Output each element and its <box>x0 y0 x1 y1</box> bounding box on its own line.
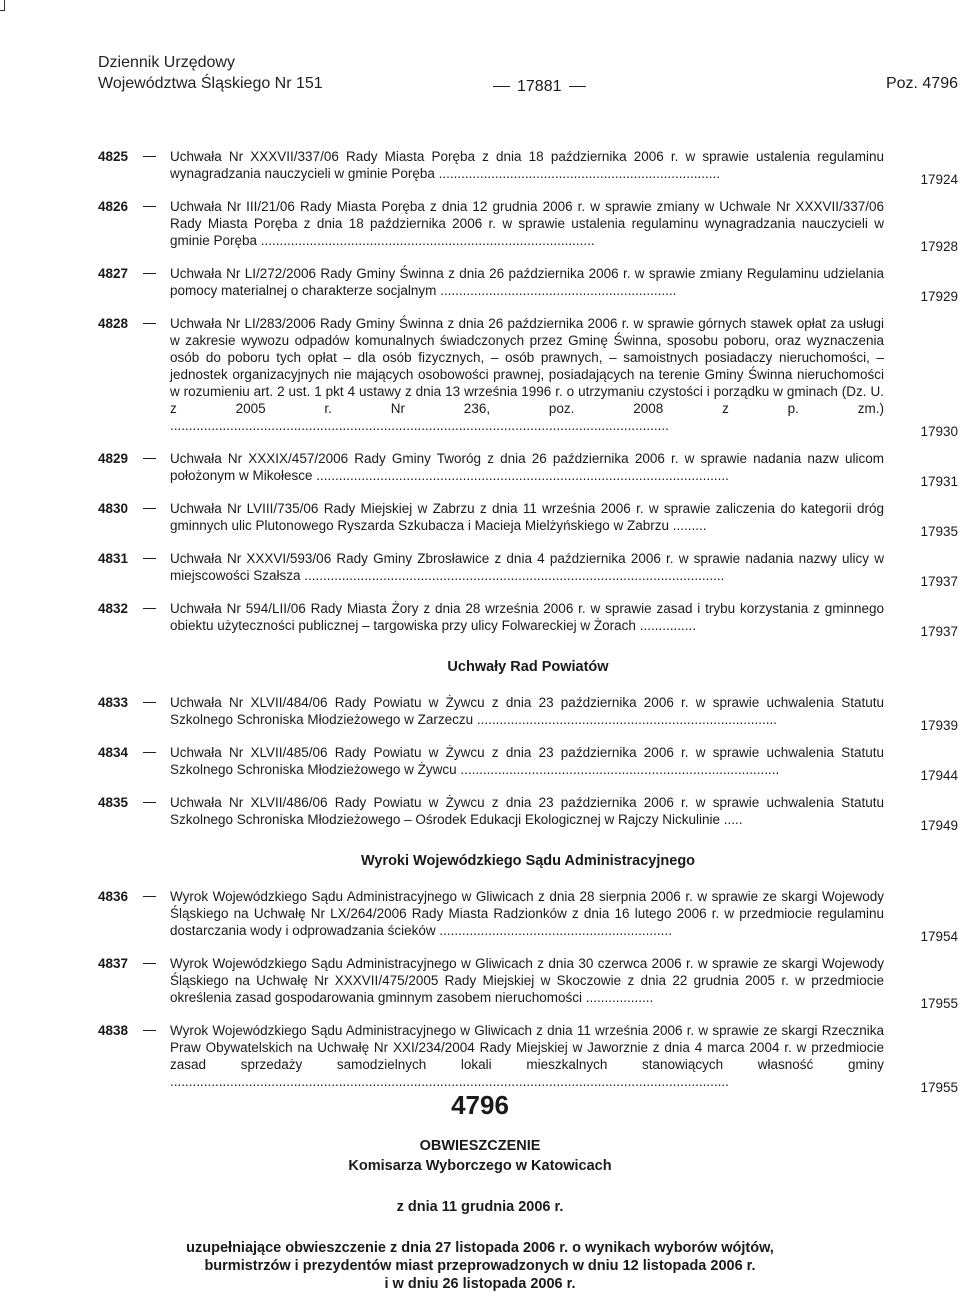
entry-number: 4828 <box>98 316 129 331</box>
entry-number: 4837 <box>98 956 129 971</box>
entry-page: 17949 <box>920 818 958 833</box>
entry-number: 4832 <box>98 601 129 616</box>
announcement-desc-line3: i w dniu 26 listopada 2006 r. <box>384 1276 576 1292</box>
list-item <box>98 694 958 733</box>
entry-dash <box>143 896 156 897</box>
section-title-county: Uchwały Rad Powiatów <box>447 659 609 675</box>
journal-name: Dziennik Urzędowy <box>98 54 235 71</box>
entry-dash <box>143 558 156 559</box>
list-item <box>98 198 958 254</box>
page-header <box>98 53 958 121</box>
entry-page: 17928 <box>920 239 958 254</box>
entry-page: 17935 <box>920 524 958 539</box>
entry-dash <box>143 508 156 509</box>
list-item <box>98 550 958 589</box>
page-number-value: 17881 <box>517 78 562 95</box>
entry-number: 4838 <box>98 1023 129 1038</box>
entry-text: Uchwała Nr LVIII/735/06 Rady Miejskiej w Zabrzu z dnia 11 września 2006 r. w sprawie zaliczenia do kategorii dróg gminnych ulic Plutonowego Ryszarda Szkubacza i Macieja Mielżyńskiego w Zabrzu ......... <box>170 501 884 533</box>
entry-dash <box>143 1030 156 1031</box>
entry-dash <box>143 802 156 803</box>
entry-text: Uchwała Nr LI/272/2006 Rady Gminy Świnna z dnia 26 października 2006 r. w sprawie zmiany Regulaminu udzielania pomocy materialnej o charakterze socjalnym ............................................................... <box>170 266 884 298</box>
list-item <box>98 500 958 539</box>
entry-page: 17955 <box>920 996 958 1011</box>
entry-page: 17931 <box>920 474 958 489</box>
entry-page: 17929 <box>920 289 958 304</box>
entries-list-resolutions-county <box>98 694 958 833</box>
entry-text: Uchwała Nr XLVII/485/06 Rady Powiatu w Żywcu z dnia 23 października 2006 r. w sprawie uchwalenia Statutu Szkolnego Schroniska Młodzieżowego w Żywcu ..................................................................................... <box>170 745 884 777</box>
announcement-desc-line2: burmistrzów i prezydentów miast przeprowadzonych w dniu 12 listopada 2006 r. <box>204 1258 756 1274</box>
entry-page: 17937 <box>920 624 958 639</box>
crop-mark <box>0 0 5 11</box>
entry-dash <box>143 608 156 609</box>
table-of-contents <box>98 148 958 1106</box>
entry-dash <box>143 323 156 324</box>
dash-left <box>493 86 510 87</box>
list-item <box>98 450 958 489</box>
entry-number: 4826 <box>98 199 129 214</box>
entry-text: Uchwała Nr LI/283/2006 Rady Gminy Świnna z dnia 26 października 2006 r. w sprawie górnych stawek opłat za usługi w zakresie wywozu odpadów komunalnych świadczonych przez Gminę Świnna, sposobu poboru, oraz wyznaczenia osób do poboru tych opłat – dla osób fizycznych, – osób prawnych, – samoistnych posiadaczy nieruchomości, – jednostek organizacyjnych nie mających osobowości prawnej, posiadających na terenie Gminy Świnna nieruchomości w rozumieniu art. 2 ust. 1 pkt 4 ustawy z dnia 13 września 1996 r. o utrzymaniu czystości i porządku w gminach (Dz. U. z 2005 r. Nr 236, poz. 2008 z p. zm.) ..................................................................................................................................... <box>170 316 884 433</box>
announcement-desc-line1: uzupełniające obwieszczenie z dnia 27 listopada 2006 r. o wynikach wyborów wójtów, <box>186 1240 774 1256</box>
announcement-number: 4796 <box>451 1090 509 1120</box>
entry-dash <box>143 752 156 753</box>
journal-issue: Województwa Śląskiego Nr 151 <box>98 75 323 92</box>
entry-page: 17939 <box>920 718 958 733</box>
entry-number: 4833 <box>98 695 129 710</box>
entry-dash <box>143 963 156 964</box>
entry-number: 4835 <box>98 795 129 810</box>
entries-list-resolutions-municipal <box>98 148 958 639</box>
entry-page: 17944 <box>920 768 958 783</box>
announcement-title <box>0 1136 960 1176</box>
list-item <box>98 1022 958 1095</box>
list-item <box>98 888 958 944</box>
entry-number: 4836 <box>98 889 129 904</box>
entry-dash <box>143 702 156 703</box>
entry-number: 4825 <box>98 149 129 164</box>
entry-text: Uchwała Nr 594/LII/06 Rady Miasta Żory z dnia 28 września 2006 r. w sprawie zasad i trybu korzystania z gminnego obiektu użyteczności publicznej – targowiska przy ulicy Folwareckiej w Żorach ............... <box>170 601 884 633</box>
entry-dash <box>143 273 156 274</box>
list-item <box>98 744 958 783</box>
entry-page: 17924 <box>920 172 958 187</box>
entry-text: Uchwała Nr XXXIX/457/2006 Rady Gminy Tworóg z dnia 26 października 2006 r. w sprawie nadania nazw ulicom położonym w Mikołesce .............................................................................................................. <box>170 451 884 483</box>
entry-number: 4829 <box>98 451 129 466</box>
page-number <box>486 77 593 97</box>
announcement-title-line1: OBWIESZCZENIE <box>419 1138 541 1154</box>
entry-text: Wyrok Wojewódzkiego Sądu Administracyjnego w Gliwicach z dnia 30 czerwca 2006 r. w sprawie ze skargi Wojewody Śląskiego na Uchwałę Nr XXXVII/475/2005 Rady Miejskiej w Skoczowie z dnia 22 grudnia 2005 r. w przedmiocie określenia zasad gospodarowania gminnym zasobem nieruchomości .................. <box>170 956 884 1005</box>
entry-dash <box>143 458 156 459</box>
entry-dash <box>143 156 156 157</box>
list-item <box>98 148 958 187</box>
entry-number: 4831 <box>98 551 129 566</box>
entry-text: Wyrok Wojewódzkiego Sądu Administracyjnego w Gliwicach z dnia 11 września 2006 r. w sprawie ze skargi Rzecznika Praw Obywatelskich na Uchwałę Nr XXI/234/2004 Rady Miejskiej w Jaworznie z dnia 4 marca 2004 r. w przedmiocie zasad sprzedaży samodzielnych lokali mieszkalnych stanowiących własność gminy ..................................................................................................................................................... <box>170 1023 884 1089</box>
announcement-title-line2: Komisarza Wyborczego w Katowicach <box>348 1158 612 1174</box>
position-label: Poz. 4796 <box>885 75 958 92</box>
entry-text: Uchwała Nr XLVII/484/06 Rady Powiatu w Żywcu z dnia 23 października 2006 r. w sprawie uchwalenia Statutu Szkolnego Schroniska Młodzieżowego w Zarzeczu ................................................................................ <box>170 695 884 727</box>
entry-page: 17937 <box>920 574 958 589</box>
entries-list-court-rulings <box>98 888 958 1095</box>
list-item <box>98 955 958 1011</box>
dash-right <box>569 86 586 87</box>
list-item <box>98 315 958 439</box>
entry-dash <box>143 206 156 207</box>
section-title-court: Wyroki Wojewódzkiego Sądu Administracyjnego <box>360 853 696 869</box>
entry-page: 17955 <box>920 1080 958 1095</box>
entry-page: 17954 <box>920 929 958 944</box>
list-item <box>98 600 958 639</box>
entry-page: 17930 <box>920 424 958 439</box>
entry-number: 4827 <box>98 266 129 281</box>
entry-text: Uchwała Nr XLVII/486/06 Rady Powiatu w Żywcu z dnia 23 października 2006 r. w sprawie uchwalenia Statutu Szkolnego Schroniska Młodzieżowego – Ośrodek Edukacji Ekologicznej w Rajczy Nickulinie ..... <box>170 795 884 827</box>
announcement-description <box>0 1239 960 1293</box>
list-item <box>98 794 958 833</box>
list-item <box>98 265 958 304</box>
entry-text: Wyrok Wojewódzkiego Sądu Administracyjnego w Gliwicach z dnia 28 sierpnia 2006 r. w sprawie ze skargi Wojewody Śląskiego na Uchwałę Nr LX/264/2006 Rady Miasta Radzionków z dnia 16 lutego 2006 r. w przedmiocie regulaminu dostarczania wody i odprowadzania ścieków .............................................................. <box>170 889 884 938</box>
entry-text: Uchwała Nr XXXVI/593/06 Rady Gminy Zbrosławice z dnia 4 października 2006 r. w sprawie nadania nazwy ulicy w miejscowości Szałsza ................................................................................................................ <box>170 551 884 583</box>
entry-text: Uchwała Nr III/21/06 Rady Miasta Poręba z dnia 12 grudnia 2006 r. w sprawie zmiany w Uchwale Nr XXXVII/337/06 Rady Miasta Poręba z dnia 18 października 2006 r. w sprawie ustalenia regulaminu wynagradzania nauczycieli w gminie Poręba ......................................................................................... <box>170 199 884 248</box>
announcement-date: z dnia 11 grudnia 2006 r. <box>396 1199 564 1215</box>
entry-number: 4830 <box>98 501 129 516</box>
entry-number: 4834 <box>98 745 129 760</box>
entry-text: Uchwała Nr XXXVII/337/06 Rady Miasta Poręba z dnia 18 października 2006 r. w sprawie ustalenia regulaminu wynagradzania nauczycieli w gminie Poręba ........................................................................... <box>170 149 884 181</box>
